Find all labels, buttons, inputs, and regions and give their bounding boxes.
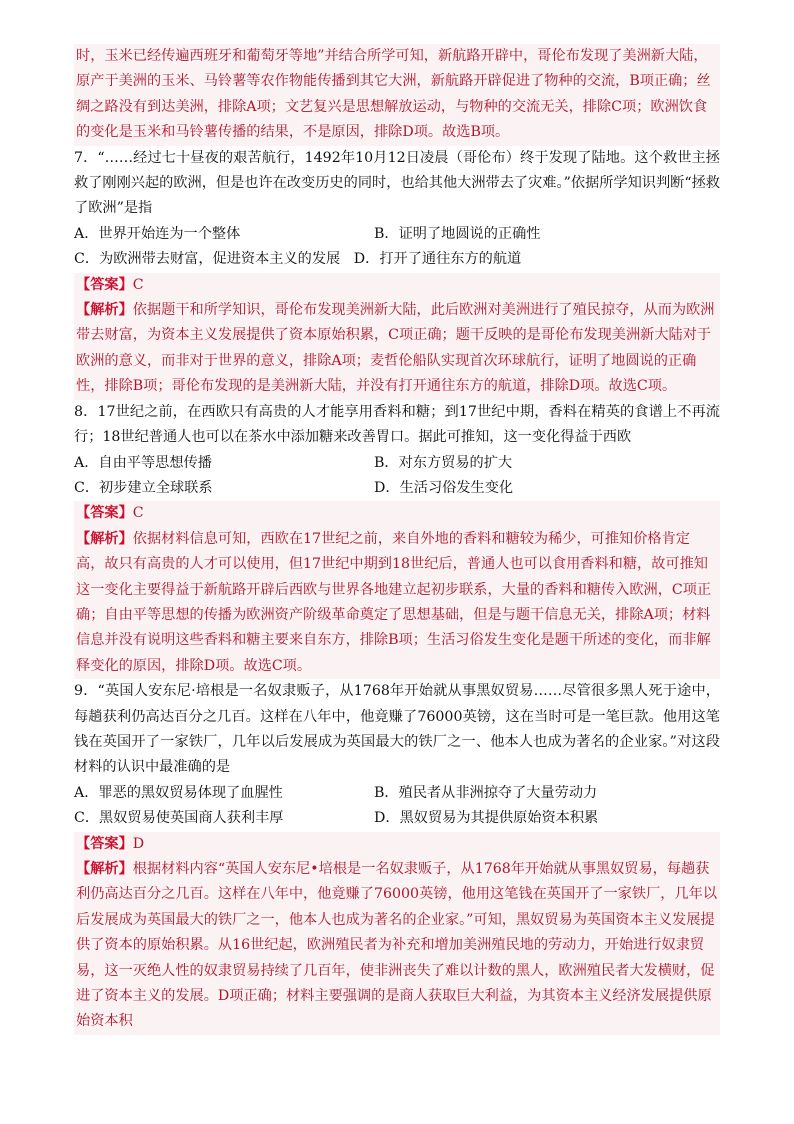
q9-option-d: D．黑奴贸易为其提供原始资本积累 <box>374 810 599 827</box>
analysis-label: 【解析】 <box>76 530 133 547</box>
question-9-options <box>74 781 720 832</box>
q7-option-b: B．证明了地圆说的正确性 <box>374 225 541 242</box>
answer-label: 【答案】 <box>76 276 133 293</box>
q8-option-a: A．自由平等思想传播 <box>74 454 212 471</box>
question-7-answer <box>74 273 720 298</box>
q7-option-a: A．世界开始连为一个整体 <box>74 225 241 242</box>
analysis-label: 【解析】 <box>76 302 133 319</box>
question-7-options <box>74 222 720 273</box>
question-7-analysis-text: 依据题干和所学知识，哥伦布发现美洲新大陆，此后欧洲对美洲进行了殖民掠夺，从而为欧洲带去财富，为资本主义发展提供了资本原始积累，C项正确；题干反映的是哥伦布发现美洲新大陆对于欧洲的意义，而非对于世界的意义，排除A项；麦哲伦船队实现首次环球航行，证明了地圆说的正确性，排除B项；哥伦布发现的是美洲新大陆，并没有打开通往东方的航道，排除D项。故选C项。 <box>76 302 715 395</box>
q9-option-c: C．黑奴贸易使英国商人获利丰厚 <box>74 810 284 827</box>
q7-option-d: D．打开了通往东方的航道 <box>353 251 522 268</box>
question-9-answer <box>74 832 720 857</box>
question-8-answer-value: C <box>132 505 144 522</box>
question-8-answer <box>74 501 720 526</box>
question-8-analysis <box>74 527 720 679</box>
answer-label: 【答案】 <box>76 835 133 852</box>
q8-option-b: B．对东方贸易的扩大 <box>374 454 513 471</box>
q8-option-d: D．生活习俗发生变化 <box>374 479 514 496</box>
q7-option-c-d-row <box>74 247 720 272</box>
question-7-stem: 7．“……经过七十昼夜的艰苦航行，1492年10月12日凌晨（哥伦布）终于发现了陆地。这个救世主拯救了刚刚兴起的欧洲，但是也许在改变历史的同时，也给其他大洲带去了灾难。”依据所学知识判断“拯救了欧洲”是指 <box>74 149 720 217</box>
question-9-stem: 9．“英国人安东尼·培根是一名奴隶贩子，从1768年开始就从事黑奴贸易……尽管很多黑人死于途中，每趟获利仍高达百分之几百。这样在八年中，他竟赚了76000英镑，这在当时可是一笔巨款。他用这笔钱在英国开了一家铁厂，几年以后发展成为英国最大的铁厂之一、他本人也成为著名的企业家。”对这段材料的认识中最准确的是 <box>74 683 720 776</box>
question-9-analysis <box>74 857 720 1035</box>
analysis-label: 【解析】 <box>76 861 133 877</box>
q8-option-c: C．初步建立全球联系 <box>74 479 213 496</box>
page-content <box>74 44 720 1035</box>
question-9-answer-value: D <box>132 835 145 852</box>
answer-label: 【答案】 <box>76 505 133 522</box>
question-9-analysis-text: 根据材料内容“英国人安东尼•培根是一名奴隶贩子，从1768年开始就从事黑奴贸易，每趟获利仍高达百分之几百。这样在八年中，他竟赚了76000英镑，他用这笔钱在英国开了一家铁厂，几年以后发展成为英国最大的铁厂之一，他本人也成为著名的企业家。”可知，黑奴贸易为英国资本主义发展提供了资本的原始积累。从16世纪起，欧洲殖民者为补充和增加美洲殖民地的劳动力，开始进行奴隶贸易，这一灭绝人性的奴隶贸易持续了几百年，使非洲丧失了难以计数的黑人，欧洲殖民者大发横财，促进了资本主义的发展。D项正确；材料主要强调的是商人获取巨大利益，为其资本主义经济发展提供原始资本积 <box>76 861 718 1030</box>
q9-option-a: A．罪恶的黑奴贸易体现了血腥性 <box>74 784 283 801</box>
question-8-options <box>74 451 720 502</box>
question-8-analysis-text: 依据材料信息可知，西欧在17世纪之前，来自外地的香料和糖较为稀少，可推知价格肯定高，故只有高贵的人才可以使用，但17世纪中期到18世纪后，普通人也可以食用香料和糖，故可推知这一变化主要得益于新航路开辟后西欧与世界各地建立起初步联系，大量的香料和糖传入欧洲，C项正确；自由平等思想的传播为欧洲资产阶级革命奠定了思想基础，但是与题干信息无关，排除A项；材料信息并没有说明这些香料和糖主要来自东方，排除B项；生活习俗发生变化是题干所述的变化，而非解释变化的原因，排除D项。故选C项。 <box>76 530 712 674</box>
q7-option-c: C．为欧洲带去财富，促进资本主义的发展 <box>74 251 341 268</box>
question-7-analysis <box>74 298 720 400</box>
question-7-answer-value: C <box>132 276 144 293</box>
previous-analysis-continuation: 时，玉米已经传遍西班牙和葡萄牙等地”并结合所学可知，新航路开辟中，哥伦布发现了美洲新大陆，原产于美洲的玉米、马铃薯等农作物能传播到其它大洲，新航路开辟促进了物种的交流，B项正确；丝绸之路没有到达美洲，排除A项；文艺复兴是思想解放运动，与物种的交流无关，排除C项；欧洲饮食的变化是玉米和马铃薯传播的结果，不是原因，排除D项。故选B项。 <box>74 44 720 146</box>
question-8-stem: 8．17世纪之前，在西欧只有高贵的人才能享用香料和糖；到17世纪中期，香料在精英的食谱上不再流行；18世纪普通人也可以在茶水中添加糖来改善胃口。据此可推知，这一变化得益于西欧 <box>74 403 720 446</box>
q9-option-b: B．殖民者从非洲掠夺了大量劳动力 <box>374 784 598 801</box>
